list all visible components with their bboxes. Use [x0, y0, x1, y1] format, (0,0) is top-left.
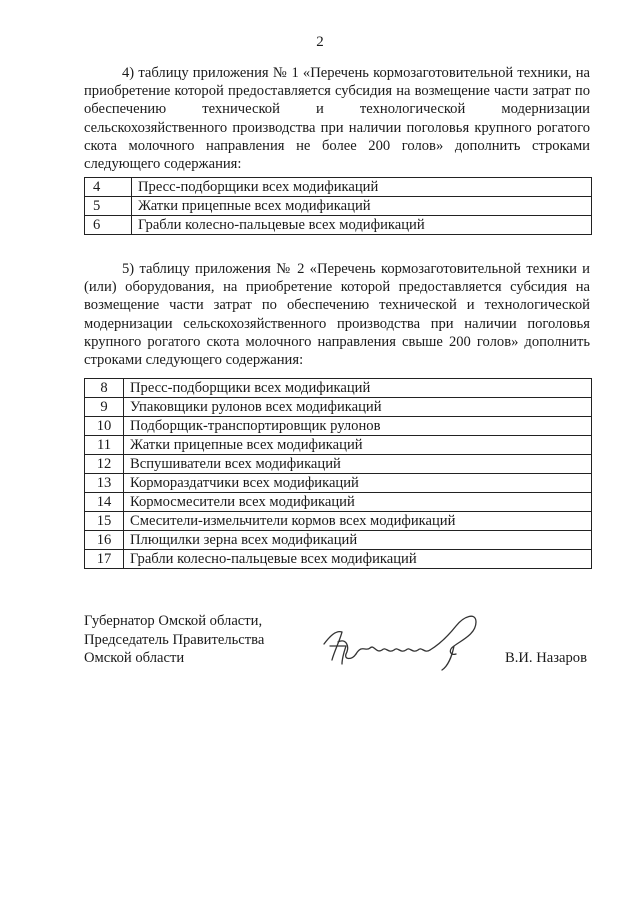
paragraph-amendment-4 [84, 64, 590, 173]
row-equipment-name: Жатки прицепные всех модификаций [124, 436, 592, 455]
table-row [85, 197, 592, 216]
signature-stroke [324, 632, 356, 664]
table-row [85, 531, 592, 550]
row-equipment-name: Грабли колесно-пальцевые всех модификаций [124, 550, 592, 569]
table-row [85, 474, 592, 493]
row-number: 14 [85, 493, 124, 512]
table-row [85, 436, 592, 455]
row-number: 4 [85, 178, 132, 197]
signer-name: В.И. Назаров [505, 650, 587, 666]
signature-stroke [356, 647, 430, 654]
row-equipment-name: Жатки прицепные всех модификаций [132, 197, 592, 216]
row-number: 16 [85, 531, 124, 550]
handwritten-signature [316, 606, 496, 676]
table-appendix-2-rows [84, 378, 592, 569]
row-number: 6 [85, 216, 132, 235]
paragraph-amendment-5 [84, 260, 590, 369]
table-row [85, 550, 592, 569]
table-appendix-1-rows [84, 177, 592, 235]
paragraph-amendment-5-text: 5) таблицу приложения № 2 «Перечень кормозаготовительной техники и (или) оборудования, на приобретение которой предоставляется субсидия на возмещение части затрат по обеспечению технической и технологической модернизации сельскохозяйственного производства при наличии поголовья крупного рогатого скота молочного направления свыше 200 голов» дополнить строками следующего содержания: [84, 261, 590, 369]
row-number: 8 [85, 379, 124, 398]
row-number: 15 [85, 512, 124, 531]
table-row [85, 455, 592, 474]
paragraph-amendment-4-text: 4) таблицу приложения № 1 «Перечень кормозаготовительной техники, на приобретение которой предоставляется субсидия на возмещение части затрат по обеспечению технической и технологической модернизации сельскохозяйственного производства при наличии поголовья крупного рогатого скота молочного направления не более 200 голов» дополнить строками следующего содержания: [84, 65, 590, 173]
row-equipment-name: Пресс-подборщики всех модификаций [124, 379, 592, 398]
signer-title-line: Председатель Правительства [84, 631, 265, 648]
table-row [85, 493, 592, 512]
table-row [85, 512, 592, 531]
page-number: 2 [316, 34, 324, 50]
row-equipment-name: Упаковщики рулонов всех модификаций [124, 398, 592, 417]
row-equipment-name: Грабли колесно-пальцевые всех модификаций [132, 216, 592, 235]
table-row [85, 216, 592, 235]
signer-title-line: Губернатор Омской области, [84, 613, 263, 629]
signer-title-line: Омской области [84, 650, 185, 667]
row-number: 9 [85, 398, 124, 417]
row-equipment-name: Вспушиватели всех модификаций [124, 455, 592, 474]
row-number: 12 [85, 455, 124, 474]
row-number: 11 [85, 436, 124, 455]
row-equipment-name: Пресс-подборщики всех модификаций [132, 178, 592, 197]
row-number: 13 [85, 474, 124, 493]
table-row [85, 398, 592, 417]
row-equipment-name: Смесители-измельчители кормов всех модификаций [124, 512, 592, 531]
table-row [85, 379, 592, 398]
row-equipment-name: Кормосмесители всех модификаций [124, 493, 592, 512]
row-number: 5 [85, 197, 132, 216]
signer-title-block [84, 612, 264, 668]
row-equipment-name: Подборщик-транспортировщик рулонов [124, 417, 592, 436]
row-equipment-name: Кормораздатчики всех модификаций [124, 474, 592, 493]
row-number: 17 [85, 550, 124, 569]
row-equipment-name: Плющилки зерна всех модификаций [124, 531, 592, 550]
table-row [85, 178, 592, 197]
signature-stroke [430, 616, 476, 670]
row-number: 10 [85, 417, 124, 436]
table-row [85, 417, 592, 436]
